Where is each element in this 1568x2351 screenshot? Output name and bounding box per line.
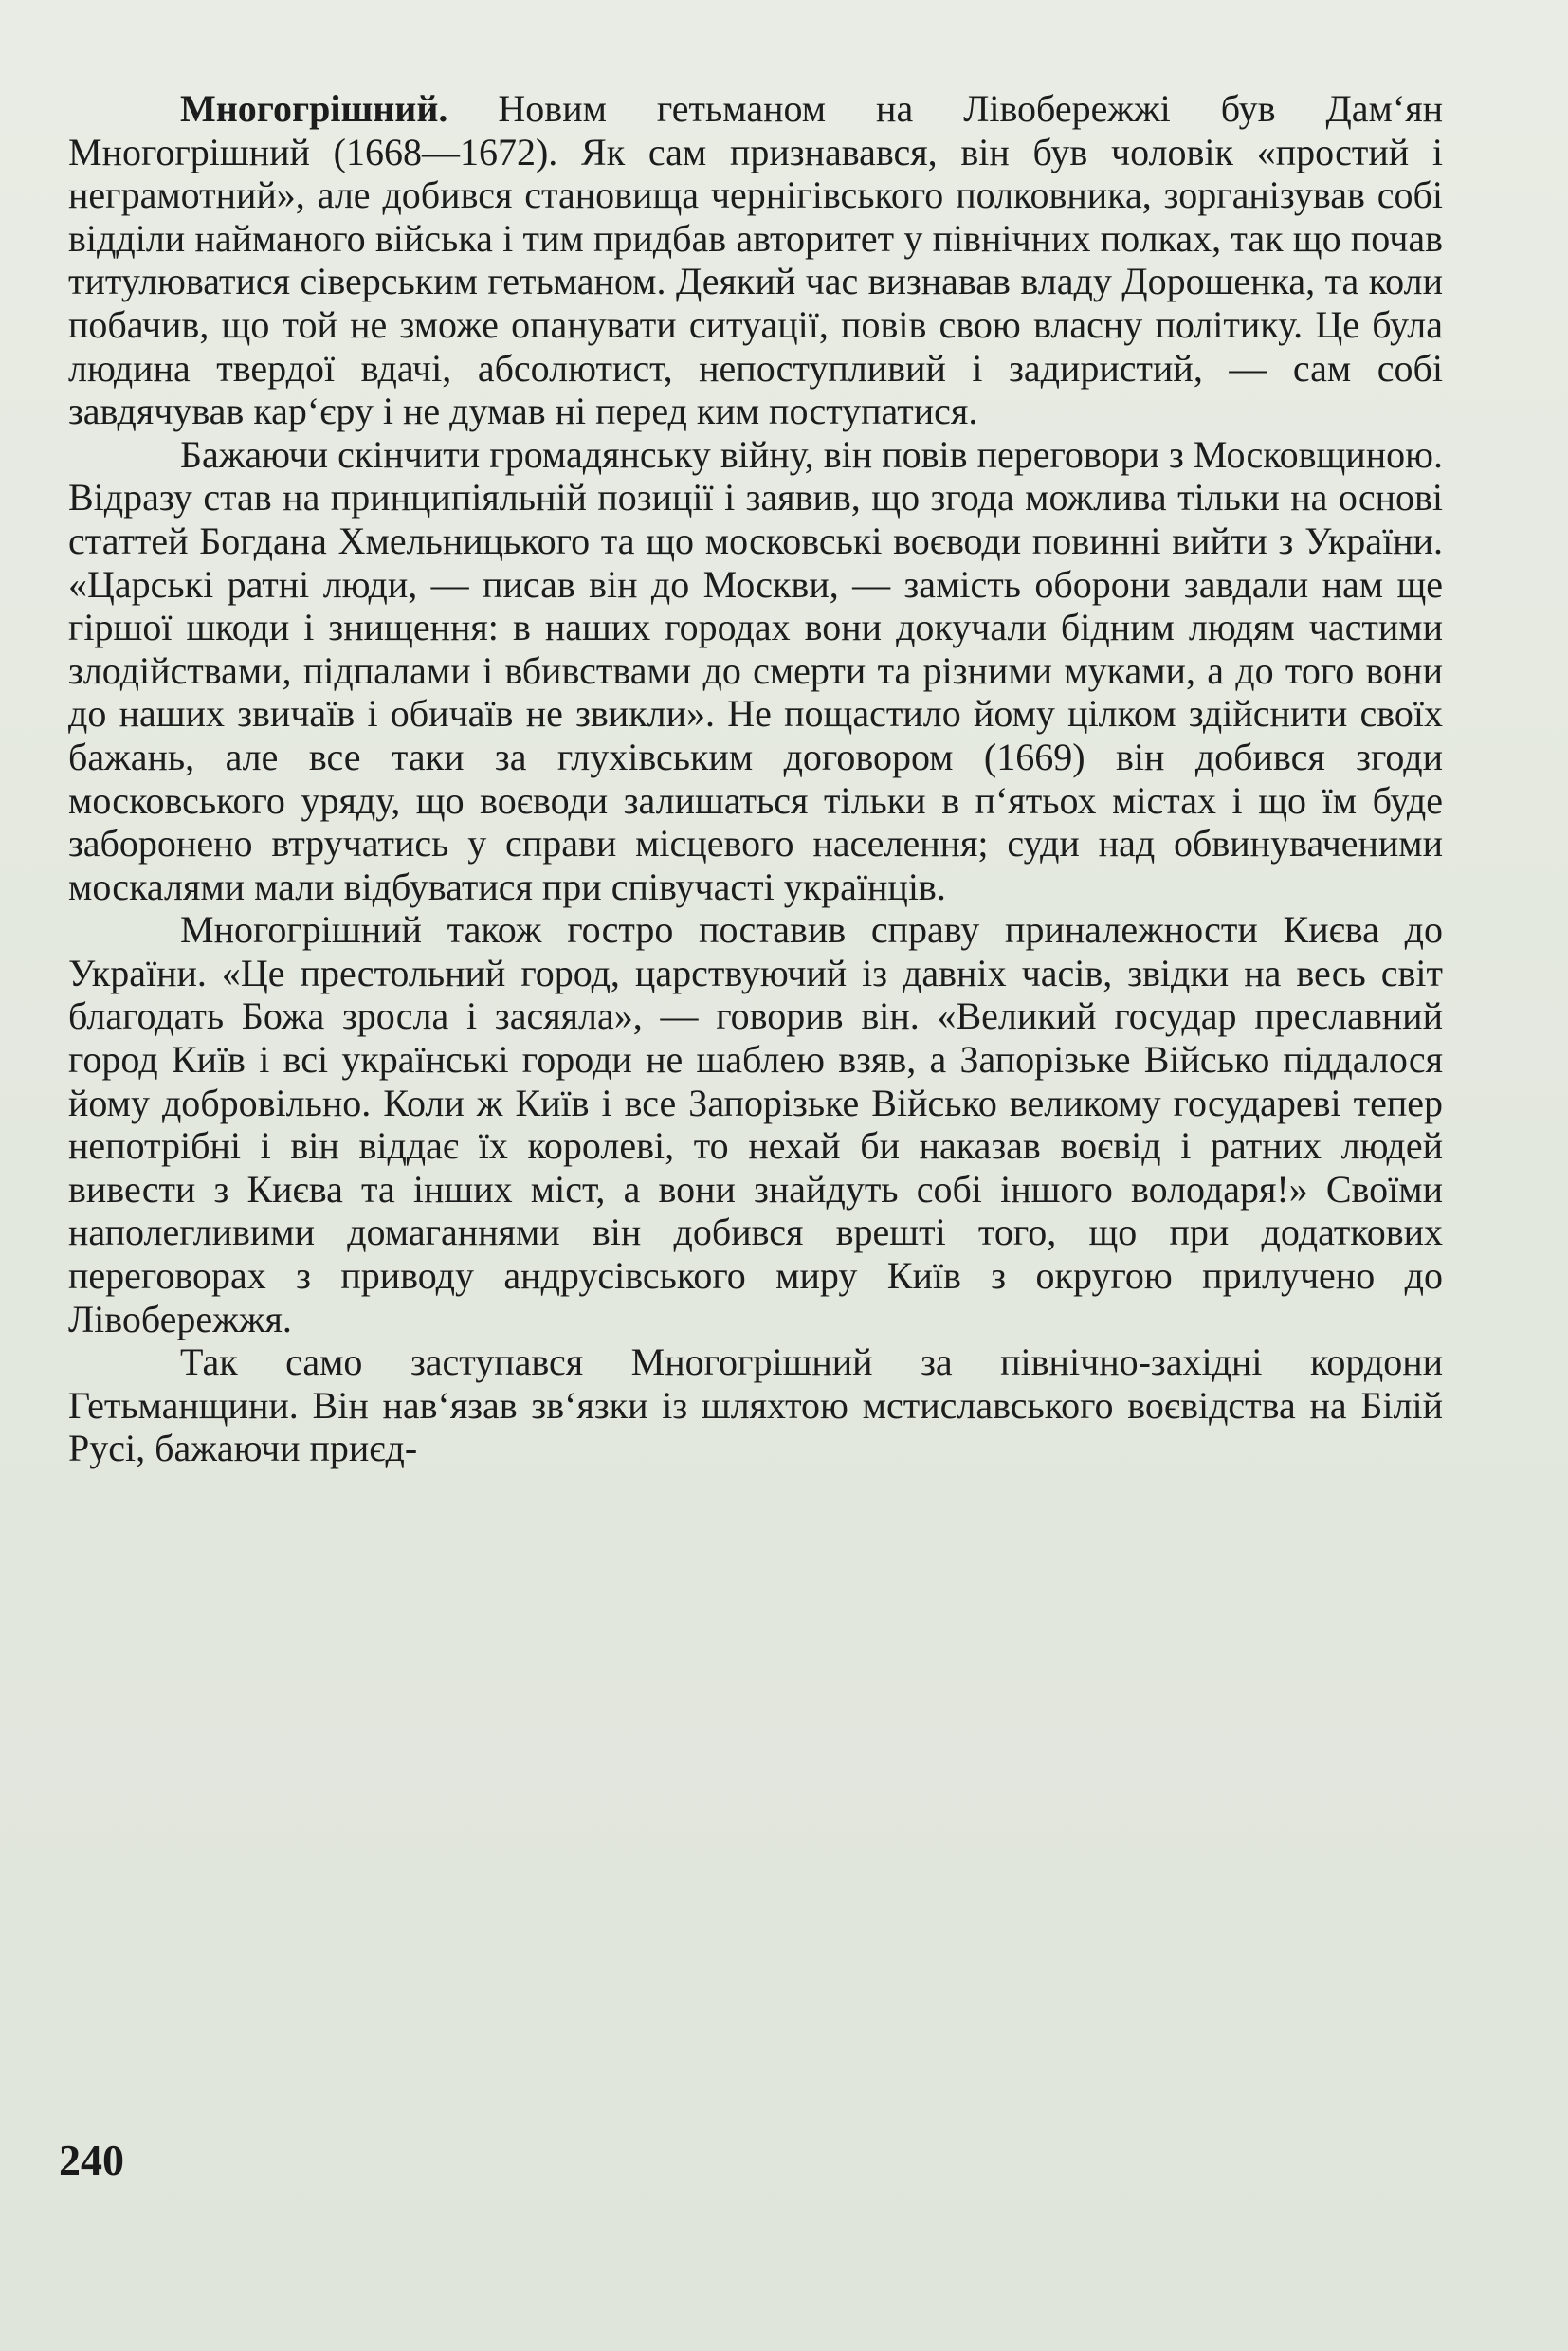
paragraph-1-text: Новим гетьманом на Лівобережжі був Дам‘ян Многогрішний (1668—1672). Як сам признавався, він був чоловік «простий і неграмотний», але добився становища чернігівського полковника, зорганізував собі відділи найманого війська і тим придбав авторитет у північних полках, так що почав титулюватися сіверським гетьманом. Деякий час визнавав владу Дорошенка, та коли побачив, що той не зможе опанувати ситуації, повів свою власну політику. Це була людина твердої вдачі, абсолютист, непоступливий і задиристий, — сам собі завдячував кар‘єру і не думав ні перед ким поступатися.	[68, 87, 1443, 433]
page-number: 240	[59, 2136, 124, 2184]
paragraph-4: Так само заступався Многогрішний за північно-західні кордони Гетьманщини. Він нав‘язав зв‘язки із шляхтою мстиславського воєвідства на Білій Русі, бажаючи приєд-	[68, 1340, 1443, 1470]
paragraph-2: Бажаючи скінчити громадянську війну, він повів переговори з Московщиною. Відразу став на принципіяльній позиції і заявив, що згода можлива тільки на основі статтей Богдана Хмельницького та що московські воєводи повинні вийти з України. «Царські ратні люди, — писав він до Москви, — замість оборони завдали нам ще гіршої шкоди і знищення: в наших городах вони докучали бідним людям частими злодійствами, підпалами і вбивствами до смерти та різними муками, а до того вони до наших звичаїв і обичаїв не звикли». Не пощастило йому цілком здійснити своїх бажань, але все таки за глухівським договором (1669) він добився згоди московського уряду, що воєводи залишаться тільки в п‘ятьох містах і що їм буде заборонено втручатись у справи місцевого населення; суди над обвинуваченими москалями мали відбуватися при співучасті українців.	[68, 432, 1443, 908]
paragraph-lead-heading: Многогрішний.	[180, 87, 448, 130]
paragraph-1	[68, 87, 1443, 433]
body-text	[68, 87, 1443, 1470]
paragraph-3: Многогрішний також гостро поставив справу приналежности Києва до України. «Це престольний город, царствуючий із давніх часів, звідки на весь світ благодать Божа зросла і засяяла», — говорив він. «Великий государ преславний город Київ і всі українські городи не шаблею взяв, а Запорізьке Військо піддалося йому добровільно. Коли ж Київ і все Запорізьке Військо великому государеві тепер непотрібні і він віддає їх королеві, то нехай би наказав воєвід і ратних людей вивести з Києва та інших міст, а вони знайдуть собі іншого володаря!» Своїми наполегливими домаганнями він добився врешті того, що при додаткових переговорах з приводу андрусівського миру Київ з округою прилучено до Лівобережжя.	[68, 908, 1443, 1340]
